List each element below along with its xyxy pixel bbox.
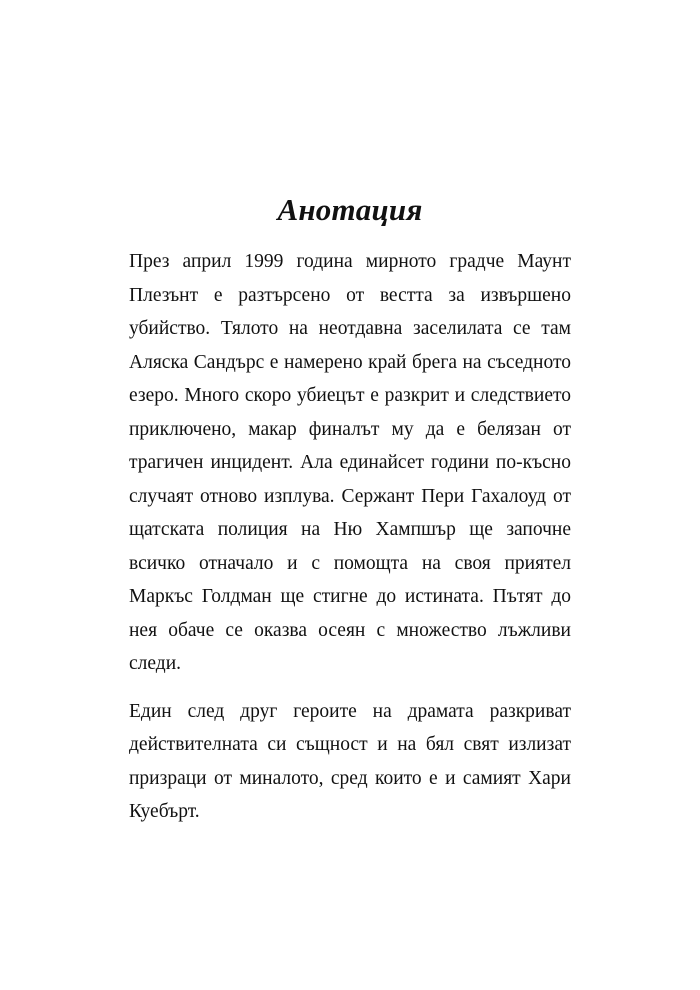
annotation-paragraph: Един след друг героите на драмата разкриват действителната си същност и на бял свят излизат призраци от миналото, сред които е и самият Хари Куебърт. — [129, 700, 571, 822]
annotation-paragraph: През април 1999 година мирното градче Маунт Плезънт е разтърсено от вестта за извършено убийство. Тялото на неотдавна заселилата се там Аляска Сандърс е намерено край брега на съседното езеро. Много скоро убиецът е разкрит и следствието приключено, макар финалът му да е белязан от трагичен инцидент. Ала единайсет години по-късно случаят отново изплува. Сержант Пери Гахалоуд от щатската полиция на Ню Хампшър ще започне всичко отначало и с помощта на своя приятел Маркъс Голдман ще стигне до истината. Пътят до нея обаче се оказва осеян с множество лъжливи следи. — [129, 251, 571, 674]
annotation-body — [129, 245, 571, 829]
page-title: Анотация — [277, 192, 423, 227]
